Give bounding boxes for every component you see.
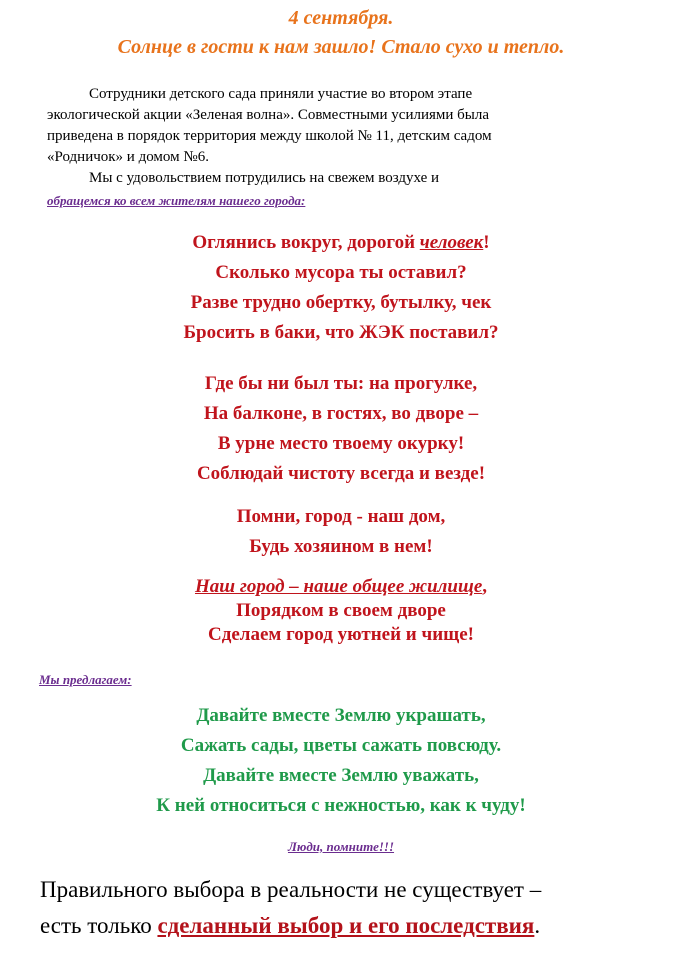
poem-line: Порядком в своем дворе (236, 600, 446, 621)
poem-line: Сколько мусора ты оставил? (215, 262, 467, 283)
poem-line: Разве трудно обертку, бутылку, чек (190, 292, 492, 313)
closing-quote (40, 872, 660, 944)
quote-line-1: Правильного выбора в реальности не существует – (40, 877, 542, 902)
article-date: 4 сентября. (288, 7, 394, 29)
poem-line: Сделаем город уютней и чище! (208, 624, 474, 645)
quote-text: есть только (40, 913, 158, 938)
poem-stanza-1 (0, 228, 682, 348)
appeal-callout: обращемся ко всем жителям нашего города: (47, 193, 306, 208)
poem-emphasis: Наш город – наше общее жилище (194, 576, 483, 597)
poem-line: Помни, город - наш дом, (236, 506, 446, 527)
proposal-line: Давайте вместе Землю украшать, (196, 705, 486, 726)
quote-text: . (534, 913, 541, 938)
poem-line: Соблюдай чистоту всегда и везде! (196, 463, 486, 484)
poem-line (0, 575, 682, 599)
quote-emphasis: сделанный выбор и его последствия (157, 913, 535, 938)
poem-line: На балконе, в гостях, во дворе – (203, 403, 479, 424)
poem-line: Бросить в баки, что ЖЭК поставил? (183, 322, 499, 343)
reminder-callout: Люди, помните!!! (287, 839, 395, 854)
intro-line: «Родничок» и домом №6. (47, 149, 209, 165)
poem-stanza-3 (0, 502, 682, 562)
poem-line: Будь хозяином в нем! (249, 536, 433, 557)
proposal-label: Мы предлагаем: (39, 672, 132, 687)
intro-paragraph-2: Мы с удовольствием потрудились на свежем воздухе и (89, 170, 440, 186)
intro-line: приведена в порядок территория между школой № 11, детским садом (47, 128, 492, 144)
intro-line: экологической акции «Зеленая волна». Совместными усилиями была (47, 107, 490, 123)
proposal-verse (0, 701, 682, 821)
poem-line: Где бы ни был ты: на прогулке, (204, 373, 478, 394)
intro-line: Сотрудники детского сада приняли участие во втором этапе (89, 86, 473, 102)
poem-text: Оглянись вокруг, дорогой (192, 232, 420, 253)
article-subtitle: Солнце в гости к нам зашло! Стало сухо и тепло. (117, 36, 565, 58)
poem-stanza-2 (0, 369, 682, 489)
poem-line: В урне место твоему окурку! (217, 433, 465, 454)
poem-text: , (482, 576, 487, 597)
poem-emphasis: человек (419, 232, 484, 253)
proposal-line: К ней относиться с нежностью, как к чуду! (156, 795, 526, 816)
poem-text: ! (483, 232, 490, 253)
proposal-line: Сажать сады, цветы сажать повсюду. (180, 735, 502, 756)
poem-line (0, 228, 682, 258)
intro-paragraph (47, 84, 607, 189)
proposal-line: Давайте вместе Землю уважать, (203, 765, 479, 786)
quote-line-2 (40, 908, 660, 944)
poem-stanza-4 (0, 575, 682, 647)
